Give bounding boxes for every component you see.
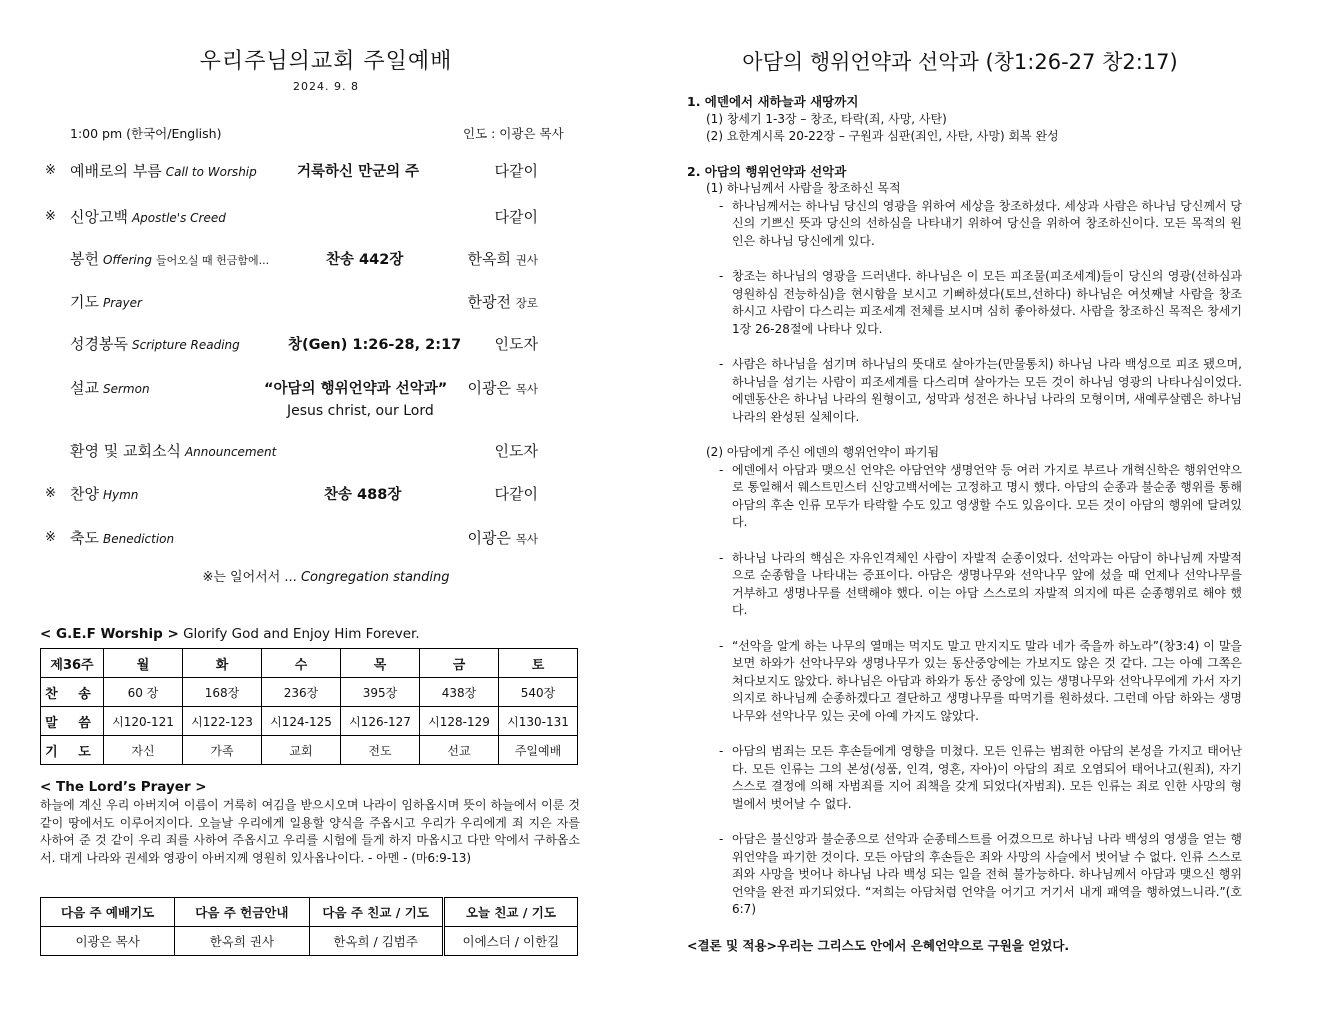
table-header-cell: 화: [183, 649, 262, 678]
order-person: 인도자: [494, 442, 538, 460]
paragraph: - “선악을 알게 하는 나무의 열매는 먹지도 말고 만지지도 말라 네가 죽을까 하노라”(창3:4) 이 말을 보면 하와가 선악나무와 생명나무가 있는 동산중앙에는 가보지도 않은 것 같다. 그는 아예 그쪽은 쳐다보지도 않았다. 하나님은 아담과 하와가 동산 중앙에 있는 생명나무와 선악나무에게 가서 자기의지로 하나님께 순종하겠다고 결단하고 생명나무를 따먹기를 원하셨다. 그런데 아담 하와는 생명나무와 선악나무 있는 곳에 아예 가지도 않았다.: [719, 638, 1242, 723]
service-time: 1:00 pm (한국어/English): [70, 126, 222, 141]
table-cell: 시124-125: [262, 707, 341, 736]
table-header-cell: 금: [420, 649, 499, 678]
order-name: 설교 Sermon: [70, 379, 150, 397]
order-detail: 거룩하신 만군의 주: [297, 164, 420, 180]
section-heading: 2. 아담의 행위언약과 선악과: [687, 163, 847, 179]
bulletin-date: 2024. 9. 8: [293, 80, 359, 93]
conclusion: <결론 및 적용>우리는 그리스도 안에서 은혜언약으로 구원을 얻었다.: [687, 937, 1070, 953]
table-row: [41, 927, 578, 956]
order-row-offering: [0, 248, 600, 272]
table-header-cell: 목: [341, 649, 420, 678]
table-cell: 전도: [341, 736, 420, 765]
sermon-notes-column: [660, 0, 1320, 1020]
order-person: 한옥희 권사: [467, 250, 538, 268]
section-item: (2) 요한계시록 20-22장 – 구원과 심판(죄인, 사탄, 사망) 회복 완성: [706, 129, 1059, 143]
order-person: 한광전 장로: [467, 293, 538, 311]
table-cell: 시126-127: [341, 707, 420, 736]
paragraph: - 창조는 하나님의 영광을 드러낸다. 하나님은 이 모든 피조물(피조세계)들이 당신의 영광(선하심과 영원하심 전능하심)을 현시함을 보시고 기뻐하셨다(토브,선하다) 하나님은 여섯째날 사람을 창조하시고 사람이 다스리는 피조세계 전체를 보시며 심히 좋아하셨다. 사람을 창조하신 목적은 창세기 1장 26-28절에 나타나 있다.: [719, 269, 1242, 336]
order-name: 봉헌 Offering 들어오실 때 헌금함에...: [70, 250, 270, 268]
table-row-header: 찬 송: [41, 678, 104, 707]
table-cell: 선교: [420, 736, 499, 765]
table-cell: 시120-121: [104, 707, 183, 736]
table-row: [41, 736, 578, 765]
table-header-cell: 오늘 친교 / 기도: [443, 898, 577, 927]
table-header-cell: 토: [499, 649, 578, 678]
order-detail: 찬송 442장: [326, 252, 404, 268]
order-person: 이광은 목사: [467, 379, 538, 397]
paragraph: - 하나님께서는 하나님 당신의 영광을 위하여 세상을 창조하셨다. 세상과 사람은 하나님 당신께서 당신의 기쁘신 뜻과 당신의 선하심을 나타내기 위하여 당신을 위하여 창조하신이다. 모든 목적의 원인은 하나님 당신에게 있다.: [719, 198, 1242, 248]
order-person: 다같이: [494, 162, 538, 180]
order-name: 환영 및 교회소식 Announcement: [70, 442, 277, 460]
table-cell: 이광은 목사: [41, 927, 175, 956]
table-cell: 540장: [499, 678, 578, 707]
order-name: 기도 Prayer: [70, 293, 142, 311]
bulletin-left-column: [0, 0, 640, 1020]
table-header-cell: 월: [104, 649, 183, 678]
order-row-benediction: [0, 527, 600, 551]
section-heading: 1. 에덴에서 새하늘과 새땅까지: [687, 94, 859, 109]
table-row: [41, 678, 578, 707]
table-cell: 시128-129: [420, 707, 499, 736]
order-row-creed: [0, 206, 600, 230]
table-cell: 236장: [262, 678, 341, 707]
paragraph: - 아담의 범죄는 모든 후손들에게 영향을 미쳤다. 모든 인류는 범죄한 아담의 본성을 가지고 태어난다. 모든 인류는 그의 본성(성품, 인격, 영혼, 자아)이 아담의 죄로 오염되어 태어나고(원죄), 자기 스스로 결정에 의해 자범죄를 지어 죄책을 갖게 되었다(자범죄). 모든 인류는 죄로 인한 사망의 형벌에서 벗어날 수 없다.: [719, 744, 1242, 811]
order-row-announcement: [0, 440, 600, 464]
gef-heading: < G.E.F Worship > Glorify God and Enjoy Him Forever.: [40, 626, 420, 642]
order-row-call-to-worship: [0, 160, 600, 184]
next-week-table: [40, 897, 578, 956]
standing-mark: ※: [45, 486, 56, 501]
order-detail: 창(Gen) 1:26-28, 2:17: [288, 337, 462, 353]
table-row-header: 기 도: [41, 736, 104, 765]
order-person: 다같이: [494, 208, 538, 226]
order-person: 다같이: [494, 485, 538, 503]
order-name: 찬양 Hymn: [70, 485, 139, 503]
table-header-cell: 제36주: [41, 649, 104, 678]
bulletin-title: 우리주님의교회 주일예배: [199, 49, 453, 74]
lords-prayer-text: 하늘에 계신 우리 아버지여 이름이 거룩히 여김을 받으시오며 나라이 임하옵시며 뜻이 하늘에서 이룬 것 같이 땅에서도 이루어지이다. 오늘날 우리에게 일용할 양식을 주옵시고 우리가 우리에게 죄 지은 자를 사하여 준 것 같이 우리 죄를 사하여 주옵시고 우리를 시험에 들게 하지 마옵시고 다만 악에서 구하옵소서. 대게 나라와 권세와 영광이 아버지께 영원히 있사옵나이다. - 아멘 - (마6:9-13): [40, 798, 580, 865]
subsection-heading: (1) 하나님께서 사람을 창조하신 목적: [706, 181, 901, 195]
weekly-schedule-table: [40, 648, 578, 765]
table-cell: 주일예배: [499, 736, 578, 765]
order-name: 예배로의 부름 Call to Worship: [70, 162, 257, 180]
table-header-cell: 다음 주 친교 / 기도: [309, 898, 443, 927]
sermon-notes-body: [687, 93, 1242, 954]
table-header-cell: 다음 주 예배기도: [41, 898, 175, 927]
table-header-cell: 수: [262, 649, 341, 678]
order-name: 성경봉독 Scripture Reading: [70, 335, 240, 353]
order-row-prayer: [0, 291, 600, 315]
standing-mark: ※: [45, 163, 56, 178]
table-row: [41, 898, 578, 927]
table-cell: 교회: [262, 736, 341, 765]
table-cell: 자신: [104, 736, 183, 765]
table-row-header: 말 씀: [41, 707, 104, 736]
table-row: [41, 707, 578, 736]
service-leader: 인도 : 이광은 목사: [463, 126, 564, 141]
table-cell: 이에스더 / 이한길: [443, 927, 577, 956]
table-row: [41, 649, 578, 678]
order-person: 인도자: [494, 335, 538, 353]
table-cell: 395장: [341, 678, 420, 707]
order-name: 신앙고백 Apostle's Creed: [70, 208, 226, 226]
standing-mark: ※: [45, 530, 56, 545]
paragraph: - 아담은 불신앙과 불순종으로 선악과 순종테스트를 어겼으므로 하나님 나라 백성의 영생을 얻는 행위언약을 파기한 것이다. 모든 아담의 후손들은 죄와 사망의 사슬에서 벗어날 수 없다. 인류 스스로 죄와 사망을 벗어나 하나님 나라 백성 되는 일을 전혀 불가능하다. 하나님께서 아담과 맺으신 행위언약을 완전 파기되었다. “저희는 아담처럼 언약을 어기고 거기서 내게 패역을 행하였느니라.”(호6:7): [719, 832, 1242, 916]
sermon-subtitle: Jesus christ, our Lord: [287, 403, 434, 419]
order-row-hymn: [0, 483, 600, 507]
sermon-notes-title: 아담의 행위언약과 선악과 (창1:26-27 창2:17): [742, 50, 1178, 74]
sermon-title: “아담의 행위언약과 선악과”: [264, 381, 448, 397]
table-cell: 시122-123: [183, 707, 262, 736]
table-cell: 한옥희 권사: [175, 927, 309, 956]
table-cell: 60 장: [104, 678, 183, 707]
subsection-heading: (2) 아담에게 주신 에덴의 행위언약이 파기됨: [706, 445, 940, 459]
order-detail: 찬송 488장: [324, 487, 402, 503]
paragraph: - 사람은 하나님을 섬기며 하나님의 뜻대로 살아가는(만물통치) 하나님 나라 백성으로 피조 됐으며, 하나님을 섬기는 사람이 피조세계를 다스리며 살아가는 모든 것이 하나님 영광의 나타나심이었다. 에덴동산은 하나님 나라의 원형이고, 성막과 성전은 하나님 나라의 모형이며, 새예루살렘은 하나님 나라의 완성된 실체이다.: [719, 357, 1242, 424]
order-row-scripture: [0, 333, 600, 357]
paragraph: - 에덴에서 아담과 맺으신 언약은 아담언약 생명언약 등 여러 가지로 부르나 개혁신학은 행위언약으로 통일해서 웨스트민스터 신앙고백서에는 고정하고 명시 했다. 아담의 순종과 불순종 행위를 통해 아담의 후손 인류 모두가 타락할 수도 있고 영생할 수도 있음이다. 모든 것이 아담의 행위에 달려있다.: [719, 462, 1242, 529]
table-cell: 438장: [420, 678, 499, 707]
section-item: (1) 창세기 1-3장 – 창조, 타락(죄, 사망, 사탄): [706, 111, 947, 126]
standing-note: ※는 일어서서 ... Congregation standing: [202, 570, 450, 585]
paragraph: - 하나님 나라의 핵심은 자유인격체인 사람이 자발적 순종이었다. 선악과는 아담이 하나님께 자발적으로 순종함을 나타내는 증표이다. 아담은 생명나무와 선악나무 앞에 섰을 때 언제나 선악나무를 거부하고 생명나무를 선택해야 했다. 이는 아담 스스로의 자발적 의지에 따른 순종행위로 해야 했다.: [719, 550, 1242, 617]
table-cell: 가족: [183, 736, 262, 765]
standing-mark: ※: [45, 209, 56, 224]
order-person: 이광은 목사: [467, 529, 538, 547]
order-row-sermon: [0, 377, 600, 401]
lords-prayer-title: < The Lord’s Prayer >: [40, 779, 207, 795]
order-name: 축도 Benediction: [70, 529, 175, 547]
table-header-cell: 다음 주 헌금안내: [175, 898, 309, 927]
table-cell: 한옥희 / 김범주: [309, 927, 443, 956]
table-cell: 시130-131: [499, 707, 578, 736]
table-cell: 168장: [183, 678, 262, 707]
